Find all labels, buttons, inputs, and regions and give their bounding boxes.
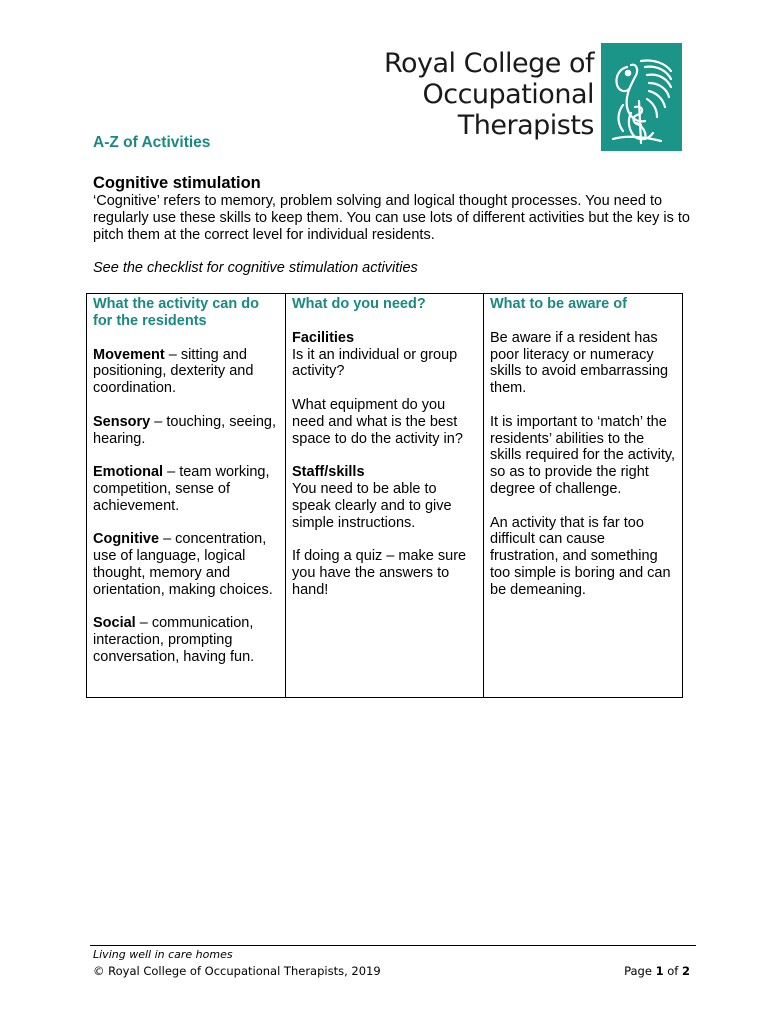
column-header: What to be aware of [490, 296, 627, 312]
quiz-text: If doing a quiz – make sure you have the answers to hand! [292, 548, 467, 598]
column-header: What do you need? [292, 296, 426, 312]
staff-block [292, 464, 477, 531]
column-awareness [484, 294, 683, 698]
page-number [624, 964, 690, 978]
page-label: Page [624, 964, 652, 978]
benefit-term: Emotional [93, 464, 164, 481]
benefit-text: – sitting and positioning, dexterity and coordination. [93, 346, 254, 397]
document-title: A-Z of Activities [93, 134, 211, 151]
activity-table [86, 293, 683, 698]
awareness-item: Be aware if a resident has poor literacy or numeracy skills to avoid embarrassing them. [490, 329, 669, 397]
logo-line: Royal College of [383, 48, 594, 79]
benefit-text: – team working, competition, sense of achievement. [93, 464, 270, 514]
column-benefits [87, 294, 286, 698]
benefit-text: – touching, seeing, hearing. [93, 413, 276, 447]
logo-emblem-icon [601, 43, 682, 151]
footer-series: Living well in care homes [93, 948, 233, 961]
benefit-item [93, 531, 279, 598]
logo-wordmark [382, 48, 594, 141]
benefit-item [93, 615, 279, 665]
benefit-term: Movement [93, 346, 165, 363]
benefit-text: – communication, interaction, prompting conversation, having fun. [93, 615, 255, 665]
checklist-note: See the checklist for cognitive stimulation activities [93, 260, 418, 276]
benefit-term: Sensory [93, 413, 151, 430]
section-title: Cognitive stimulation [93, 174, 261, 192]
facilities-question: Is it an individual or group activity? [292, 346, 458, 380]
staff-heading: Staff/skills [292, 464, 365, 481]
page-current: 1 [655, 964, 664, 978]
column-header: What the activity can do for the residents [93, 296, 259, 329]
column-needs [286, 294, 484, 698]
page-of: of [667, 964, 679, 978]
awareness-item: An activity that is far too difficult can cause frustration, and something too simple is boring and can be demeaning. [490, 514, 671, 598]
benefit-item [93, 464, 279, 514]
benefit-term: Cognitive [93, 531, 160, 548]
awareness-item: It is important to ‘match’ the residents’ abilities to the skills required for the activity, so as to provide the right degree of challenge. [490, 413, 676, 497]
page-total: 2 [681, 964, 690, 978]
intro-paragraph: ‘Cognitive’ refers to memory, problem solving and logical thought processes. You need to regularly use these skills to keep them. You can use lots of different activities but the key is to pitch them at the correct level for individual residents. [93, 193, 690, 243]
logo-line: Occupational [422, 79, 594, 110]
benefit-text: – concentration, use of language, logical thought, memory and orientation, making choices. [93, 531, 273, 598]
benefit-item [93, 347, 279, 397]
facilities-heading: Facilities [292, 329, 355, 346]
benefit-item [93, 414, 279, 448]
staff-text: You need to be able to speak clearly and to give simple instructions. [292, 480, 452, 531]
logo-line: Therapists [457, 110, 594, 141]
benefit-term: Social [93, 615, 136, 632]
facilities-block [292, 330, 477, 380]
equipment-question: What equipment do you need and what is the best space to do the activity in? [292, 396, 463, 447]
phoenix-icon [601, 43, 682, 151]
footer-divider [90, 945, 696, 946]
footer-copyright: © Royal College of Occupational Therapists, 2019 [93, 964, 381, 978]
